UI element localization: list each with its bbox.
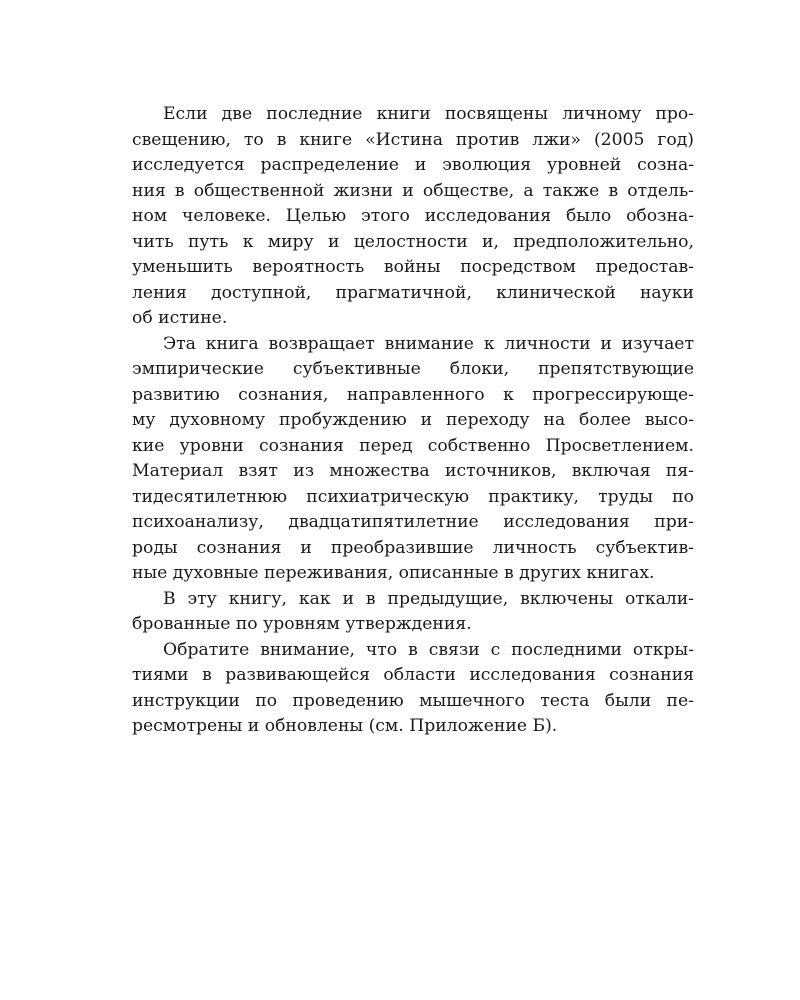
- text-line: ресмотрены и обновлены (см. Приложение Б).: [132, 716, 558, 736]
- text-line: Если две последние книги посвящены личному про-: [163, 104, 694, 124]
- text-line: развитию сознания, направленного к прогрессирующе-: [132, 384, 694, 405]
- text-line: чить путь к миру и целостности и, предположительно,: [132, 231, 694, 252]
- paragraph-1: [132, 102, 694, 332]
- text-line: свещению, то в книге «Истина против лжи» (2005 год): [132, 129, 694, 150]
- text-line: Эта книга возвращает внимание к личности и изучает: [163, 333, 694, 354]
- text-line: му духовному пробуждению и переходу на более высо-: [132, 410, 694, 430]
- text-line: ные духовные переживания, описанные в других книгах.: [132, 563, 655, 583]
- paragraph-2: [132, 332, 694, 587]
- text-line: ления доступной, прагматичной, клинической науки: [132, 282, 694, 303]
- text-line: инструкции по проведению мышечного теста были пе-: [132, 690, 694, 711]
- text-line: роды сознания и преобразившие личность субъектив-: [132, 537, 694, 558]
- text-line: Обратите внимание, что в связи с последними откры-: [163, 639, 694, 660]
- text-line: уменьшить вероятность войны посредством предостав-: [132, 257, 694, 277]
- text-line: об истине.: [132, 308, 228, 328]
- text-line: кие уровни сознания перед собственно Просветлением.: [132, 435, 694, 456]
- text-line: В эту книгу, как и в предыдущие, включены откали-: [163, 588, 694, 609]
- text-line: исследуется распределение и эволюция уровней созна-: [132, 155, 694, 175]
- text-line: тидесятилетнюю психиатрическую практику, труды по: [132, 486, 694, 507]
- text-line: эмпирические субъективные блоки, препятствующие: [132, 359, 694, 379]
- text-line: Материал взят из множества источников, включая пя-: [132, 461, 694, 481]
- paragraph-4: [132, 638, 694, 740]
- text-line: тиями в развивающейся области исследования сознания: [132, 665, 694, 685]
- text-line: психоанализу, двадцатипятилетние исследования при-: [132, 512, 694, 532]
- paragraph-3: [132, 587, 694, 638]
- text-line: ном человеке. Целью этого исследования было обозна-: [132, 206, 694, 226]
- text-line: ния в общественной жизни и обществе, а также в отдель-: [132, 180, 694, 201]
- text-line: брованные по уровням утверждения.: [132, 614, 472, 634]
- body-text: [132, 102, 694, 740]
